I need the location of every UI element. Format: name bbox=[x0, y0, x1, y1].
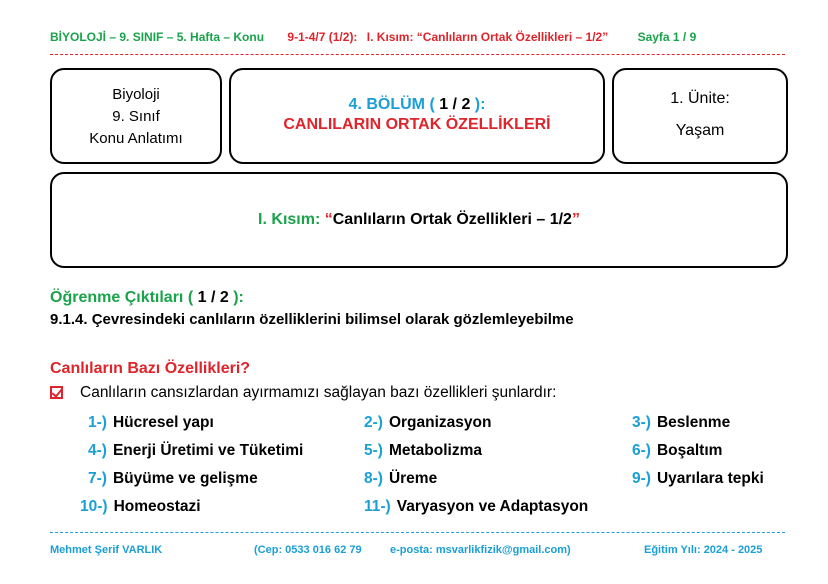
list-item bbox=[88, 470, 258, 488]
outcomes-suffix: ): bbox=[233, 289, 244, 306]
item-number: 4-) bbox=[88, 442, 107, 459]
list-item bbox=[632, 442, 722, 460]
footer-email: e-posta: msvarlikfizik@gmail.com) bbox=[390, 544, 571, 556]
checkbox-icon bbox=[50, 386, 63, 399]
item-number: 2-) bbox=[364, 414, 383, 431]
chapter-heading bbox=[231, 96, 603, 114]
outcomes-title bbox=[50, 289, 244, 307]
subject-box bbox=[50, 68, 222, 164]
item-number: 7-) bbox=[88, 470, 107, 487]
subject-type: Konu Anlatımı bbox=[89, 130, 183, 147]
item-number: 3-) bbox=[632, 414, 651, 431]
header-course: BİYOLOJİ – 9. SINIF – 5. Hafta – Konu bbox=[50, 30, 265, 44]
item-number: 9-) bbox=[632, 470, 651, 487]
outcomes-number: 1 / 2 bbox=[193, 289, 234, 306]
item-label: Organizasyon bbox=[388, 414, 492, 431]
header-page: Sayfa 1 / 9 bbox=[637, 30, 697, 44]
features-intro: Canlıların cansızlardan ayırmamızı sağlayan bazı özellikleri şunlardır: bbox=[80, 384, 557, 401]
chapter-suffix: ): bbox=[474, 96, 486, 113]
item-label: Üreme bbox=[388, 470, 438, 487]
part-box bbox=[50, 172, 788, 268]
outcomes-prefix: Öğrenme Çıktıları ( bbox=[50, 289, 194, 306]
footer-author: Mehmet Şerif VARLIK bbox=[50, 544, 163, 556]
list-item bbox=[364, 498, 588, 516]
unit-number: 1. Ünite: bbox=[670, 90, 730, 107]
item-label: Enerji Üretimi ve Tüketimi bbox=[112, 442, 304, 459]
unit-box bbox=[612, 68, 788, 164]
features-title: Canlıların Bazı Özellikleri? bbox=[50, 360, 251, 377]
list-item bbox=[632, 414, 730, 432]
chapter-box bbox=[229, 68, 605, 164]
subject-grade: 9. Sınıf bbox=[112, 108, 160, 125]
item-label: Beslenme bbox=[656, 414, 731, 431]
item-label: Büyüme ve gelişme bbox=[112, 470, 258, 487]
item-label: Homeostazi bbox=[113, 498, 201, 515]
part-heading bbox=[52, 211, 786, 229]
part-label: I. Kısım: bbox=[258, 211, 325, 228]
header-section: I. Kısım: “Canlıların Ortak Özellikleri – 1/2” bbox=[366, 30, 609, 44]
item-label: Uyarılara tepki bbox=[656, 470, 764, 487]
item-number: 11-) bbox=[364, 498, 391, 515]
item-label: Varyasyon ve Adaptasyon bbox=[396, 498, 589, 515]
list-item bbox=[88, 442, 303, 460]
list-item bbox=[364, 442, 482, 460]
chapter-prefix: 4. BÖLÜM ( bbox=[348, 96, 435, 113]
footer-phone: (Cep: 0533 016 62 79 bbox=[254, 544, 362, 556]
chapter-title: CANLILARIN ORTAK ÖZELLİKLERİ bbox=[283, 116, 551, 133]
item-number: 8-) bbox=[364, 470, 383, 487]
outcomes-text: 9.1.4. Çevresindeki canlıların özelliklerini bilimsel olarak gözlemleyebilme bbox=[50, 311, 574, 328]
item-number: 5-) bbox=[364, 442, 383, 459]
quote-close: ” bbox=[571, 211, 580, 228]
header-code: 9-1-4/7 (1/2): bbox=[287, 30, 358, 44]
list-item bbox=[632, 470, 764, 488]
page-header bbox=[50, 30, 790, 44]
item-number: 6-) bbox=[632, 442, 651, 459]
list-item bbox=[364, 414, 491, 432]
item-number: 1-) bbox=[88, 414, 107, 431]
item-label: Boşaltım bbox=[656, 442, 723, 459]
footer-year: Eğitim Yılı: 2024 - 2025 bbox=[644, 544, 763, 556]
part-title: Canlıların Ortak Özellikleri – 1/2 bbox=[332, 211, 572, 228]
chapter-number: 1 / 2 bbox=[434, 96, 475, 113]
subject-name: Biyoloji bbox=[112, 86, 160, 103]
item-label: Metabolizma bbox=[388, 442, 482, 459]
quote-open: “ bbox=[324, 211, 333, 228]
unit-name: Yaşam bbox=[675, 122, 725, 139]
header-divider bbox=[50, 54, 785, 55]
list-item bbox=[364, 470, 437, 488]
list-item bbox=[88, 414, 214, 432]
list-item bbox=[80, 498, 201, 516]
item-number: 10-) bbox=[80, 498, 108, 515]
item-label: Hücresel yapı bbox=[112, 414, 214, 431]
footer-divider bbox=[50, 532, 785, 533]
